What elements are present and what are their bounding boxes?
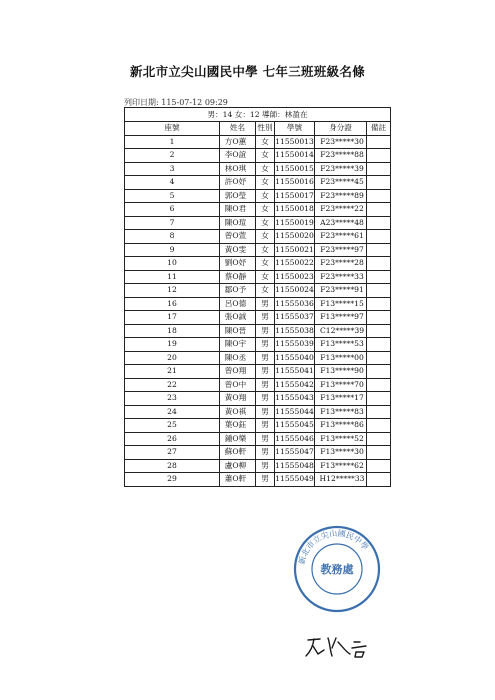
- student-id-cell: 11550023: [275, 270, 315, 284]
- seat-cell: 7: [125, 216, 220, 230]
- name-cell: 陳O宇: [220, 338, 256, 352]
- seat-cell: 17: [125, 311, 220, 325]
- sex-cell: 男: [256, 473, 275, 487]
- seat-cell: 23: [125, 392, 220, 406]
- seal-center-text: 教務處: [320, 563, 354, 576]
- seat-cell: 5: [125, 189, 220, 203]
- national-id-cell: F13*****30: [315, 446, 367, 460]
- seat-cell: 3: [125, 162, 220, 176]
- note-cell: [367, 473, 391, 487]
- student-id-cell: 11550024: [275, 284, 315, 298]
- table-row: [125, 392, 391, 406]
- sex-cell: 男: [256, 392, 275, 406]
- seat-cell: 6: [125, 203, 220, 217]
- name-cell: 曾O翔: [220, 365, 256, 379]
- table-row: [125, 419, 391, 433]
- header-sex: 性別: [256, 122, 275, 136]
- seat-cell: 27: [125, 446, 220, 460]
- name-cell: 鄒O予: [220, 284, 256, 298]
- note-cell: [367, 257, 391, 271]
- name-cell: 曾O萱: [220, 230, 256, 244]
- national-id-cell: F23*****88: [315, 149, 367, 163]
- sex-cell: 女: [256, 176, 275, 190]
- national-id-cell: F13*****83: [315, 405, 367, 419]
- student-id-cell: 11555041: [275, 365, 315, 379]
- note-cell: [367, 203, 391, 217]
- header-note: 備註: [367, 122, 391, 136]
- header-name: 姓名: [220, 122, 256, 136]
- name-cell: 許O妤: [220, 176, 256, 190]
- national-id-cell: F23*****30: [315, 135, 367, 149]
- national-id-cell: F23*****28: [315, 257, 367, 271]
- note-cell: [367, 392, 391, 406]
- sex-cell: 女: [256, 216, 275, 230]
- handwritten-signature: [302, 630, 382, 660]
- name-cell: 曾O中: [220, 378, 256, 392]
- note-cell: [367, 162, 391, 176]
- national-id-cell: F13*****53: [315, 338, 367, 352]
- name-cell: 郭O瑩: [220, 189, 256, 203]
- student-id-cell: 11555049: [275, 473, 315, 487]
- national-id-cell: F13*****17: [315, 392, 367, 406]
- sex-cell: 女: [256, 149, 275, 163]
- note-cell: [367, 365, 391, 379]
- student-id-cell: 11550021: [275, 243, 315, 257]
- roster-summary-row: [125, 108, 391, 122]
- national-id-cell: F23*****22: [315, 203, 367, 217]
- note-cell: [367, 270, 391, 284]
- sex-cell: 男: [256, 365, 275, 379]
- note-cell: [367, 419, 391, 433]
- sex-cell: 女: [256, 230, 275, 244]
- sex-cell: 男: [256, 297, 275, 311]
- national-id-cell: F23*****97: [315, 243, 367, 257]
- seat-cell: 2: [125, 149, 220, 163]
- table-row: [125, 378, 391, 392]
- table-row: [125, 203, 391, 217]
- national-id-cell: F13*****62: [315, 459, 367, 473]
- table-row: [125, 162, 391, 176]
- seat-cell: 29: [125, 473, 220, 487]
- student-id-cell: 11555039: [275, 338, 315, 352]
- school-seal-stamp: [292, 524, 382, 614]
- national-id-cell: F13*****97: [315, 311, 367, 325]
- note-cell: [367, 135, 391, 149]
- student-id-cell: 11555043: [275, 392, 315, 406]
- note-cell: [367, 284, 391, 298]
- note-cell: [367, 324, 391, 338]
- name-cell: 劉O妤: [220, 257, 256, 271]
- table-row: [125, 405, 391, 419]
- student-id-cell: 11555047: [275, 446, 315, 460]
- student-id-cell: 11555042: [275, 378, 315, 392]
- student-id-cell: 11550013: [275, 135, 315, 149]
- name-cell: 陳O君: [220, 203, 256, 217]
- national-id-cell: F23*****39: [315, 162, 367, 176]
- sex-cell: 男: [256, 405, 275, 419]
- national-id-cell: F23*****45: [315, 176, 367, 190]
- seal-ring-text: 新北市立尖山國民中學: [297, 528, 370, 566]
- seat-cell: 26: [125, 432, 220, 446]
- name-cell: 蕭O軒: [220, 473, 256, 487]
- seat-cell: 22: [125, 378, 220, 392]
- note-cell: [367, 189, 391, 203]
- note-cell: [367, 351, 391, 365]
- student-id-cell: 11555046: [275, 432, 315, 446]
- national-id-cell: H12*****33: [315, 473, 367, 487]
- name-cell: 陳O瑄: [220, 216, 256, 230]
- student-id-cell: 11550020: [275, 230, 315, 244]
- national-id-cell: F13*****86: [315, 419, 367, 433]
- seat-cell: 16: [125, 297, 220, 311]
- sex-cell: 女: [256, 162, 275, 176]
- name-cell: 盧O柳: [220, 459, 256, 473]
- header-national-id: 身分證: [315, 122, 367, 136]
- header-seat: 座號: [125, 122, 220, 136]
- table-row: [125, 365, 391, 379]
- table-row: [125, 297, 391, 311]
- sex-cell: 男: [256, 432, 275, 446]
- student-id-cell: 11555037: [275, 311, 315, 325]
- note-cell: [367, 216, 391, 230]
- national-id-cell: F23*****61: [315, 230, 367, 244]
- table-row: [125, 257, 391, 271]
- sex-cell: 女: [256, 284, 275, 298]
- national-id-cell: C12*****39: [315, 324, 367, 338]
- student-id-cell: 11550022: [275, 257, 315, 271]
- table-row: [125, 311, 391, 325]
- table-row: [125, 149, 391, 163]
- seat-cell: 28: [125, 459, 220, 473]
- seat-cell: 25: [125, 419, 220, 433]
- table-row: [125, 230, 391, 244]
- seat-cell: 19: [125, 338, 220, 352]
- seat-cell: 18: [125, 324, 220, 338]
- student-id-cell: 11555048: [275, 459, 315, 473]
- print-date: 列印日期: 115-07-12 09:29: [124, 98, 228, 107]
- seat-cell: 1: [125, 135, 220, 149]
- note-cell: [367, 378, 391, 392]
- sex-cell: 女: [256, 270, 275, 284]
- student-id-cell: 11550015: [275, 162, 315, 176]
- name-cell: 黃O翔: [220, 392, 256, 406]
- table-row: [125, 459, 391, 473]
- name-cell: 呂O德: [220, 297, 256, 311]
- national-id-cell: F13*****70: [315, 378, 367, 392]
- note-cell: [367, 176, 391, 190]
- name-cell: 黃O雯: [220, 243, 256, 257]
- roster-header-row: [125, 122, 391, 136]
- sex-cell: 女: [256, 135, 275, 149]
- note-cell: [367, 338, 391, 352]
- roster-summary: 男：14 女：12 導師：林盈在: [125, 108, 391, 122]
- table-row: [125, 473, 391, 487]
- table-row: [125, 324, 391, 338]
- name-cell: 蔡O靜: [220, 270, 256, 284]
- table-row: [125, 284, 391, 298]
- sex-cell: 男: [256, 311, 275, 325]
- note-cell: [367, 405, 391, 419]
- name-cell: 鍾O樂: [220, 432, 256, 446]
- note-cell: [367, 311, 391, 325]
- national-id-cell: F23*****33: [315, 270, 367, 284]
- table-row: [125, 338, 391, 352]
- name-cell: 張O誠: [220, 311, 256, 325]
- national-id-cell: F13*****52: [315, 432, 367, 446]
- table-row: [125, 270, 391, 284]
- seat-cell: 4: [125, 176, 220, 190]
- note-cell: [367, 432, 391, 446]
- table-row: [125, 216, 391, 230]
- note-cell: [367, 243, 391, 257]
- sex-cell: 女: [256, 257, 275, 271]
- student-id-cell: 11550017: [275, 189, 315, 203]
- roster-body: [125, 135, 391, 486]
- national-id-cell: F13*****15: [315, 297, 367, 311]
- sex-cell: 男: [256, 446, 275, 460]
- sex-cell: 女: [256, 203, 275, 217]
- sex-cell: 男: [256, 419, 275, 433]
- national-id-cell: F13*****90: [315, 365, 367, 379]
- sex-cell: 女: [256, 189, 275, 203]
- seat-cell: 24: [125, 405, 220, 419]
- table-row: [125, 176, 391, 190]
- student-id-cell: 11555036: [275, 297, 315, 311]
- student-id-cell: 11555040: [275, 351, 315, 365]
- note-cell: [367, 446, 391, 460]
- header-student-id: 學號: [275, 122, 315, 136]
- seat-cell: 10: [125, 257, 220, 271]
- seat-cell: 21: [125, 365, 220, 379]
- sex-cell: 男: [256, 351, 275, 365]
- seat-cell: 11: [125, 270, 220, 284]
- class-roster-table: [124, 107, 391, 487]
- seat-cell: 9: [125, 243, 220, 257]
- table-row: [125, 432, 391, 446]
- student-id-cell: 11555045: [275, 419, 315, 433]
- student-id-cell: 11550016: [275, 176, 315, 190]
- name-cell: 蘇O軒: [220, 446, 256, 460]
- national-id-cell: F23*****89: [315, 189, 367, 203]
- note-cell: [367, 297, 391, 311]
- name-cell: 陳O丞: [220, 351, 256, 365]
- student-id-cell: 11555038: [275, 324, 315, 338]
- table-row: [125, 135, 391, 149]
- table-row: [125, 446, 391, 460]
- sex-cell: 男: [256, 378, 275, 392]
- seat-cell: 20: [125, 351, 220, 365]
- national-id-cell: F13*****00: [315, 351, 367, 365]
- note-cell: [367, 230, 391, 244]
- table-row: [125, 351, 391, 365]
- sex-cell: 男: [256, 324, 275, 338]
- sex-cell: 男: [256, 338, 275, 352]
- document-title: 新北市立尖山國民中學 七年三班班級名條: [129, 64, 366, 79]
- student-id-cell: 11550014: [275, 149, 315, 163]
- name-cell: 方O蕙: [220, 135, 256, 149]
- national-id-cell: F23*****91: [315, 284, 367, 298]
- student-id-cell: 11555044: [275, 405, 315, 419]
- student-id-cell: 11550018: [275, 203, 315, 217]
- sex-cell: 男: [256, 459, 275, 473]
- name-cell: 李O誼: [220, 149, 256, 163]
- name-cell: 陳O晉: [220, 324, 256, 338]
- name-cell: 黃O祺: [220, 405, 256, 419]
- note-cell: [367, 459, 391, 473]
- seat-cell: 12: [125, 284, 220, 298]
- sex-cell: 女: [256, 243, 275, 257]
- table-row: [125, 189, 391, 203]
- seat-cell: 8: [125, 230, 220, 244]
- table-row: [125, 243, 391, 257]
- student-id-cell: 11550019: [275, 216, 315, 230]
- name-cell: 葉O鈺: [220, 419, 256, 433]
- name-cell: 林O琪: [220, 162, 256, 176]
- note-cell: [367, 149, 391, 163]
- national-id-cell: A23*****48: [315, 216, 367, 230]
